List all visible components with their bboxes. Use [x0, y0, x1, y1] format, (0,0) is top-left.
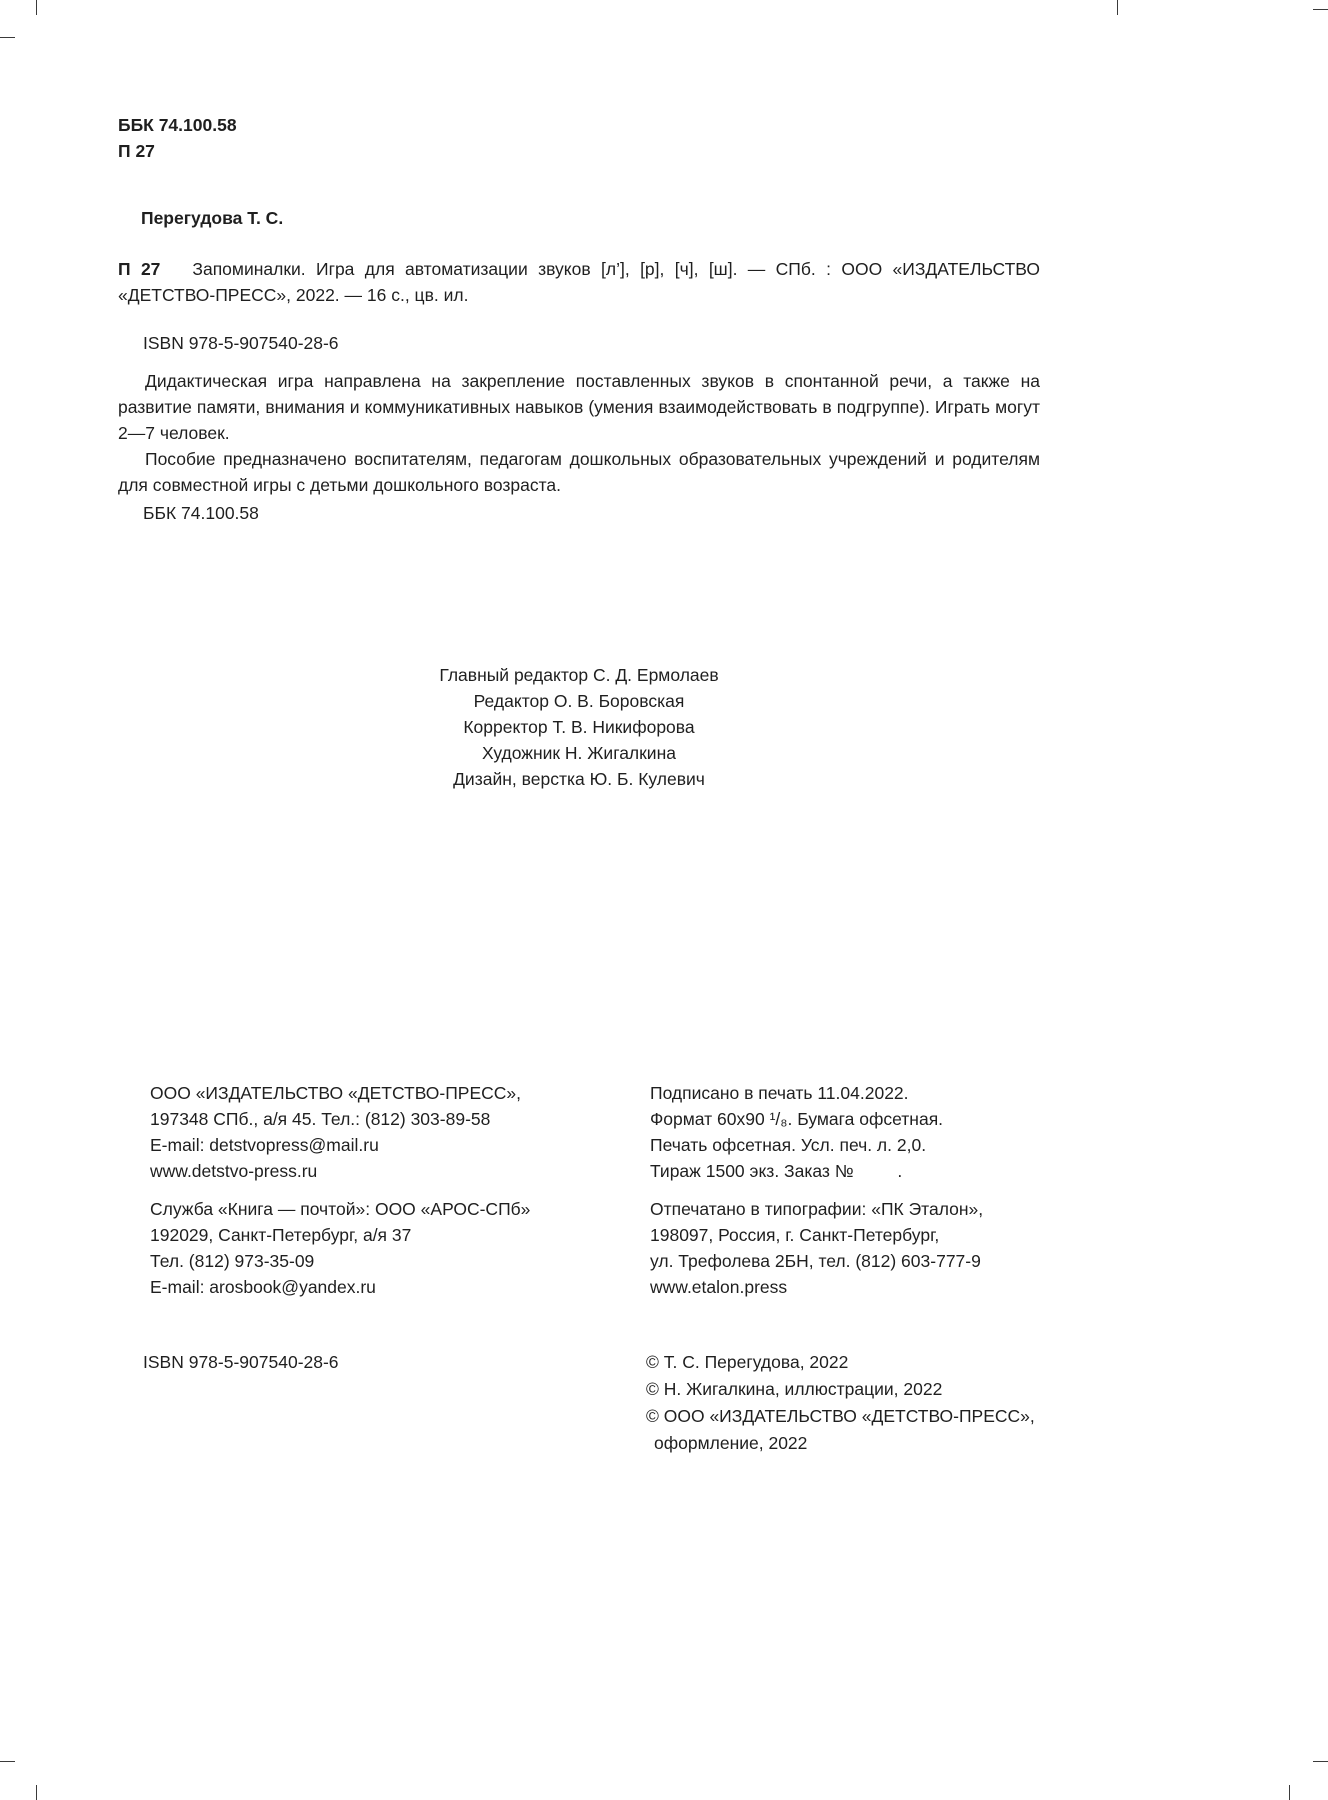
book-by-mail-line: 192029, Санкт-Петербург, а/я 37 [150, 1225, 412, 1245]
book-by-mail-phone: Тел. (812) 973-35-09 [150, 1251, 315, 1271]
crop-mark-top-right-v [1117, 0, 1118, 15]
copyright-publisher: © ООО «ИЗДАТЕЛЬСТВО «ДЕТСТВО-ПРЕСС», [646, 1406, 1035, 1426]
isbn-bottom: ISBN 978-5-907540-28-6 [143, 1352, 339, 1372]
book-by-mail-email: E-mail: arosbook@yandex.ru [150, 1277, 376, 1297]
catalog-card [118, 256, 1040, 308]
staff-line-artist: Художник Н. Жигалкина [482, 743, 676, 763]
annotation-block [118, 368, 1040, 498]
staff-line-editor: Редактор О. В. Боровская [473, 691, 685, 711]
publisher-column [150, 1080, 530, 1300]
copyright-author: © Т. С. Перегудова, 2022 [646, 1352, 849, 1372]
crop-mark-top-right-h [1313, 9, 1328, 10]
print-details-line: Печать офсетная. Усл. печ. л. 2,0. [650, 1135, 927, 1155]
catalog-card-text: Запоминалки. Игра для автоматизации звуков [л’], [р], [ч], [ш]. — СПб. : ООО «ИЗДАТЕЛЬСТВО «ДЕТСТВО-ПРЕСС», 2022. — 16 с., цв. ил. [118, 259, 1040, 305]
annotation-paragraph-2: Пособие предназначено воспитателям, педагогам дошкольных образовательных учреждений и родителям для совместной игры с детьми дошкольного возраста. [118, 449, 1040, 495]
publisher-email: E-mail: detstvopress@mail.ru [150, 1135, 379, 1155]
crop-mark-top-left-h [0, 37, 15, 38]
copyright-publisher-continued: оформление, 2022 [654, 1433, 808, 1453]
print-details-block [650, 1080, 983, 1184]
publisher-address-block [150, 1080, 530, 1184]
crop-mark-top-left-v [36, 0, 37, 15]
copyright-block [646, 1349, 1035, 1457]
author-sign-top: П 27 [118, 141, 155, 161]
bbk-code-top: ББК 74.100.58 [118, 115, 237, 135]
printing-house-block [650, 1196, 983, 1300]
catalog-card-label: П 27 [118, 259, 161, 279]
book-by-mail-block [150, 1196, 530, 1300]
print-info-column [650, 1080, 983, 1300]
annotation-paragraph-1: Дидактическая игра направлена на закрепление поставленных звуков в спонтанной речи, а также на развитие памяти, внимания и коммуникативных навыков (умения взаимодействовать в подгруппе). Играть могут 2—7 человек. [118, 371, 1040, 443]
printing-house-website: www.etalon.press [650, 1277, 788, 1297]
classification-block [118, 112, 237, 164]
print-details-line: Подписано в печать 11.04.2022. [650, 1083, 909, 1103]
staff-line-chief-editor: Главный редактор С. Д. Ермолаев [439, 665, 719, 685]
crop-mark-bottom-right-v [1289, 1785, 1290, 1800]
crop-mark-bottom-right-h [1313, 1761, 1328, 1762]
crop-mark-bottom-left-v [36, 1785, 37, 1800]
publisher-line: ООО «ИЗДАТЕЛЬСТВО «ДЕТСТВО-ПРЕСС», [150, 1083, 522, 1103]
publisher-website: www.detstvo-press.ru [150, 1161, 318, 1181]
staff-block [118, 662, 1040, 792]
staff-line-designer: Дизайн, верстка Ю. Б. Кулевич [453, 769, 705, 789]
staff-line-proofreader: Корректор Т. В. Никифорова [463, 717, 695, 737]
crop-mark-bottom-left-h [0, 1761, 15, 1762]
printing-house-line: ул. Трефолева 2БН, тел. (812) 603-777-9 [650, 1251, 981, 1271]
print-details-line: Тираж 1500 экз. Заказ № . [650, 1161, 903, 1181]
bbk-code-bottom: ББК 74.100.58 [143, 503, 259, 523]
publisher-line: 197348 СПб., а/я 45. Тел.: (812) 303-89-58 [150, 1109, 491, 1129]
copyright-illustrations: © Н. Жигалкина, иллюстрации, 2022 [646, 1379, 943, 1399]
book-by-mail-line: Служба «Книга — почтой»: ООО «АРОС-СПб» [150, 1199, 531, 1219]
isbn-top: ISBN 978-5-907540-28-6 [143, 333, 339, 353]
print-details-line: Формат 60х90 ¹/₈. Бумага офсетная. [650, 1109, 944, 1129]
printing-house-line: 198097, Россия, г. Санкт-Петербург, [650, 1225, 940, 1245]
printing-house-line: Отпечатано в типографии: «ПК Эталон», [650, 1199, 984, 1219]
author-name: Перегудова Т. С. [141, 208, 284, 228]
